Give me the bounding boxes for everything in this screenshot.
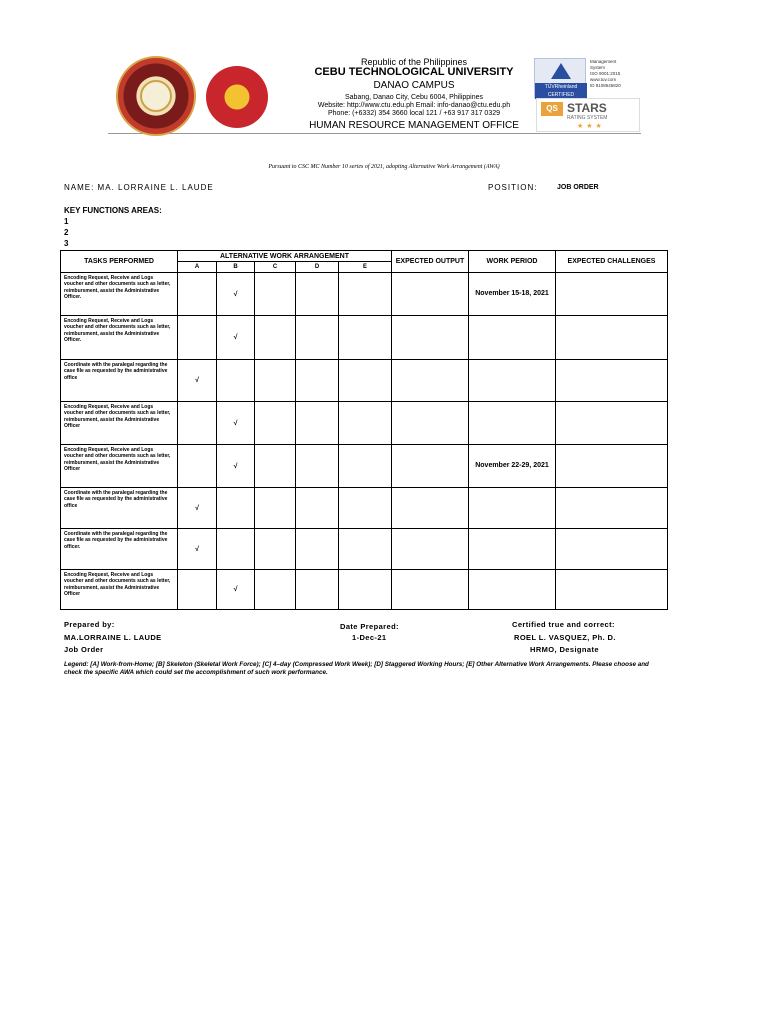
header-output: EXPECTED OUTPUT [392,251,469,273]
awa-b-cell: √ [217,273,255,316]
qs-subtitle: RATING SYSTEM [567,115,608,121]
awa-a-cell [178,402,217,445]
star-rating-icon: ★★★ [577,123,605,130]
output-cell [392,402,469,445]
letterhead [108,48,641,134]
period-cell: November 22-29, 2021 [469,445,556,488]
header-challenges: EXPECTED CHALLENGES [556,251,668,273]
table-row [61,316,668,360]
awa-a-cell [178,273,217,316]
pursuant-note: Pursuant to CSC MC Number 10 series of 2021, adopting Alternative Work Arrangement (AWA) [268,164,500,170]
awa-c-cell [255,360,296,402]
awa-e-cell [339,445,392,488]
header-awa: ALTERNATIVE WORK ARRANGEMENT [178,251,392,262]
output-cell [392,316,469,360]
awa-d-cell [296,529,339,570]
challenges-cell [556,529,668,570]
awa-b-cell [217,488,255,529]
awa-b-cell: √ [217,570,255,610]
awa-d-cell [296,570,339,610]
table-row [61,488,668,529]
output-cell [392,273,469,316]
key-function-item: 2 [64,228,69,237]
key-function-item: 1 [64,217,69,226]
table-row [61,273,668,316]
period-cell [469,488,556,529]
table-row [61,360,668,402]
awa-a-cell: √ [178,360,217,402]
awa-a-cell: √ [178,529,217,570]
awa-c-cell [255,273,296,316]
prepared-by-label: Prepared by: [64,620,115,629]
key-functions-label: KEY FUNCTIONS AREAS: [64,206,162,215]
ctu-seal-logo [116,56,196,136]
position-label: POSITION: [488,183,538,192]
awa-c-cell [255,402,296,445]
awa-d-cell [296,360,339,402]
awa-e-cell [339,488,392,529]
challenges-cell [556,402,668,445]
awa-e-cell [339,273,392,316]
phone-line: Phone: (+6332) 354 3660 local 121 / +63 917 317 0329 [327,110,501,117]
task-cell: Encoding Request, Receive and Logs voucher and other documents such as letter, reimbursment, assist the Administrative Officer. [61,273,178,316]
qs-badge: QS [541,102,563,116]
challenges-cell [556,445,668,488]
awa-c-cell [255,529,296,570]
table-row [61,445,668,488]
challenges-cell [556,273,668,316]
header-awa-d: D [296,262,339,273]
header-tasks: TASKS PERFORMED [61,251,178,273]
awa-b-cell [217,360,255,402]
table-row [61,402,668,445]
qs-title: STARS [567,101,607,115]
website-line: Website: http://www.ctu.edu.ph Email: info-danao@ctu.edu.ph [317,102,511,109]
output-cell [392,488,469,529]
asean-logo [206,66,268,128]
awa-a-cell [178,445,217,488]
challenges-cell [556,570,668,610]
awa-e-cell [339,316,392,360]
awa-d-cell [296,402,339,445]
output-cell [392,360,469,402]
tuv-triangle-icon [551,63,571,79]
tuv-certification-logo [534,58,586,98]
prepared-by-role: Job Order [64,645,104,654]
awa-c-cell [255,316,296,360]
awa-a-cell [178,316,217,360]
header-awa-c: C [255,262,296,273]
republic-line: Republic of the Philippines [360,57,468,67]
header-awa-a: A [178,262,217,273]
awa-d-cell [296,488,339,529]
period-cell [469,316,556,360]
tuv-label: TÜVRheinland CERTIFIED [535,83,587,99]
awa-table [60,250,668,610]
task-cell: Coordinate with the paralegal regarding the case file as requested by the administrative officer. [61,529,178,570]
challenges-cell [556,488,668,529]
employee-name: NAME: MA. LORRAINE L. LAUDE [64,183,214,192]
awa-e-cell [339,529,392,570]
address-line: Sabang, Danao City, Cebu 6004, Philippines [344,94,484,101]
awa-e-cell [339,360,392,402]
date-prepared-value: 1-Dec-21 [352,633,387,642]
period-cell [469,360,556,402]
iso-text: Management System ISO 9001:2015 www.tuv.com ID 9108645820 [590,59,621,88]
period-cell [469,402,556,445]
output-cell [392,445,469,488]
position-value: JOB ORDER [557,184,599,191]
table-row [61,529,668,570]
awa-a-cell [178,570,217,610]
awa-d-cell [296,273,339,316]
university-name: CEBU TECHNOLOGICAL UNIVERSITY [314,66,514,78]
legend-note: Legend: [A] Work-from-Home; [B] Skeleton (Skeletal Work Force); [C] 4–day (Compressed Work Week); [D] Staggered Working Hours; [E] Other Alternative Work Arrangements. Please choose and check the specific AWA which could set the accomplishment of such work performance. [64,661,649,676]
task-cell: Encoding Request, Receive and Logs voucher and other documents such as letter, reimbursment, assist the Administrative Officer [61,570,178,610]
awa-b-cell: √ [217,316,255,360]
task-cell: Encoding Request, Receive and Logs voucher and other documents such as letter, reimbursment, assist the Administrative Officer [61,445,178,488]
office-title: HUMAN RESOURCE MANAGEMENT OFFICE [309,120,519,131]
awa-c-cell [255,570,296,610]
awa-e-cell [339,570,392,610]
awa-c-cell [255,445,296,488]
challenges-cell [556,360,668,402]
certified-label: Certified true and correct: [512,620,615,629]
task-cell: Coordinate with the paralegal regarding the case file as requested by the administrative office [61,360,178,402]
output-cell [392,529,469,570]
awa-a-cell: √ [178,488,217,529]
period-cell: November 15-18, 2021 [469,273,556,316]
table-row [61,570,668,610]
header-awa-b: B [217,262,255,273]
task-cell: Encoding Request, Receive and Logs voucher and other documents such as letter, reimbursment, assist the Administrative Officer [61,402,178,445]
prepared-by-name: MA.LORRAINE L. LAUDE [64,633,162,642]
certified-name: ROEL L. VASQUEZ, Ph. D. [514,633,616,642]
qs-stars-logo [536,98,640,132]
campus-name: DANAO CAMPUS [373,80,455,91]
awa-e-cell [339,402,392,445]
header-period: WORK PERIOD [469,251,556,273]
certified-role: HRMO, Designate [530,645,599,654]
task-cell: Encoding Request, Receive and Logs voucher and other documents such as letter, reimbursment, assist the Administrative Officer. [61,316,178,360]
period-cell [469,570,556,610]
header-awa-e: E [339,262,392,273]
awa-b-cell: √ [217,445,255,488]
output-cell [392,570,469,610]
period-cell [469,529,556,570]
task-cell: Coordinate with the paralegal regarding the case file as requested by the administrative office [61,488,178,529]
awa-d-cell [296,445,339,488]
date-prepared-label: Date Prepared: [340,622,399,631]
key-function-item: 3 [64,239,69,248]
awa-b-cell: √ [217,402,255,445]
awa-d-cell [296,316,339,360]
awa-b-cell [217,529,255,570]
awa-c-cell [255,488,296,529]
challenges-cell [556,316,668,360]
